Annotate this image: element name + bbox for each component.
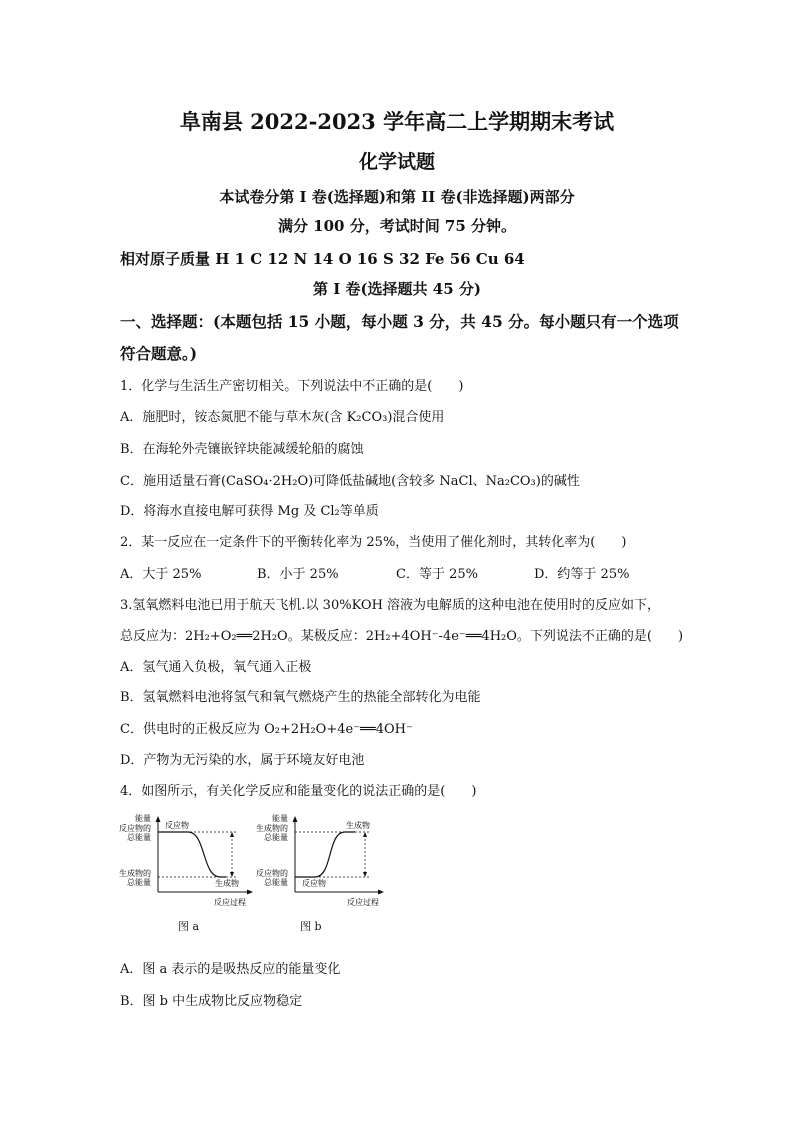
fig-a-lower-label2: 总能量 [127,878,151,887]
fig-b-lower-label2: 总能量 [264,878,288,887]
q2-options [120,563,680,581]
q4-option-a: A．图 a 表示的是吸热反应的能量变化 [120,962,341,977]
fig-a-curve [158,832,226,877]
fig-a-upper-label2: 总能量 [127,833,151,842]
fig-a-y-label: 能量 [135,814,151,823]
energy-diagram-a [118,814,253,914]
q4-option-b: B．图 b 中生成物比反应物稳定 [120,994,303,1009]
q2-option-c: C．等于 25% [396,567,478,582]
q1-option-c: C．施用适量石膏(CaSO₄·2H₂O)可降低盐碱地(含较多 NaCl、Na₂CO₃)的碱性 [120,474,580,489]
q3-option-d: D．产物为无污染的水，属于环境友好电池 [120,753,365,768]
q3-stem-line1: 3.氢氧燃料电池已用于航天飞机.以 30%KOH 溶液为电解质的这种电池在使用时的反应如下， [120,598,661,613]
fig-a-upper-label: 反应物的 [119,824,151,833]
fig-a-x-label: 反应过程 [214,898,246,907]
fig-b-y-label: 能量 [272,814,288,823]
q3-option-b: B．氢氧燃料电池将氢气和氧气燃烧产生的热能全部转化为电能 [120,690,481,705]
fig-b-curve [295,832,355,877]
q3-option-c: C．供电时的正极反应为 O₂+2H₂O+4e⁻══4OH⁻ [120,722,413,737]
fig-b-top-curve-label: 生成物 [346,821,370,830]
atomic-masses: 相对原子质量 H 1 C 12 N 14 O 16 S 32 Fe 56 Cu 64 [120,250,525,268]
q2-option-d: D．约等于 25% [534,567,630,582]
exam-title: 阜南县 2022-2023 学年高二上学期期末考试 [179,109,615,134]
fig-b-caption: 图 b [300,920,322,933]
fig-b-lower-label: 反应物的 [256,869,288,878]
part1-title: 第 I 卷(选择题共 45 分) [313,280,481,298]
q1-option-a: A．施肥时，铵态氮肥不能与草木灰(含 K₂CO₃)混合使用 [120,410,445,425]
q3-stem-line2: 总反应为：2H₂+O₂══2H₂O。某极反应：2H₂+4OH⁻-4e⁻══4H₂O。下列说法不正确的是( ) [120,629,684,644]
fig-a-lower-label: 生成物的 [119,869,151,878]
score-time-note: 满分 100 分，考试时间 75 分钟。 [277,217,517,235]
energy-diagram-b [255,814,385,914]
subject-title: 化学试题 [358,151,435,173]
q2-option-b: B．小于 25% [257,567,339,582]
fig-b-bottom-curve-label: 反应物 [302,879,326,888]
fig-b-upper-label: 生成物的 [256,824,288,833]
paper-structure-note: 本试卷分第 I 卷(选择题)和第 II 卷(非选择题)两部分 [219,188,575,206]
q2-stem: 2．某一反应在一定条件下的平衡转化率为 25%，当使用了催化剂时，其转化率为( ) [120,535,627,550]
fig-a-caption: 图 a [178,920,200,933]
q1-option-d: D．将海水直接电解可获得 Mg 及 Cl₂等单质 [120,504,379,519]
section-heading-cont: 符合题意。) [120,344,198,363]
q1-option-b: B．在海轮外壳镶嵌锌块能减缓轮船的腐蚀 [120,442,364,457]
q2-option-a: A．大于 25% [120,567,202,582]
fig-b-upper-label2: 总能量 [264,833,288,842]
q3-option-a: A．氢气通入负极，氧气通入正极 [120,660,312,675]
q1-stem: 1．化学与生活生产密切相关。下列说法中不正确的是( ) [120,379,464,394]
fig-a-bottom-curve-label: 生成物 [215,879,239,888]
q4-stem: 4．如图所示，有关化学反应和能量变化的说法正确的是( ) [120,784,477,799]
section-heading: 一、选择题：(本题包括 15 小题，每小题 3 分，共 45 分。每小题只有一个选项 [120,312,679,331]
fig-a-top-curve-label: 反应物 [165,821,189,830]
fig-b-x-label: 反应过程 [347,898,379,907]
